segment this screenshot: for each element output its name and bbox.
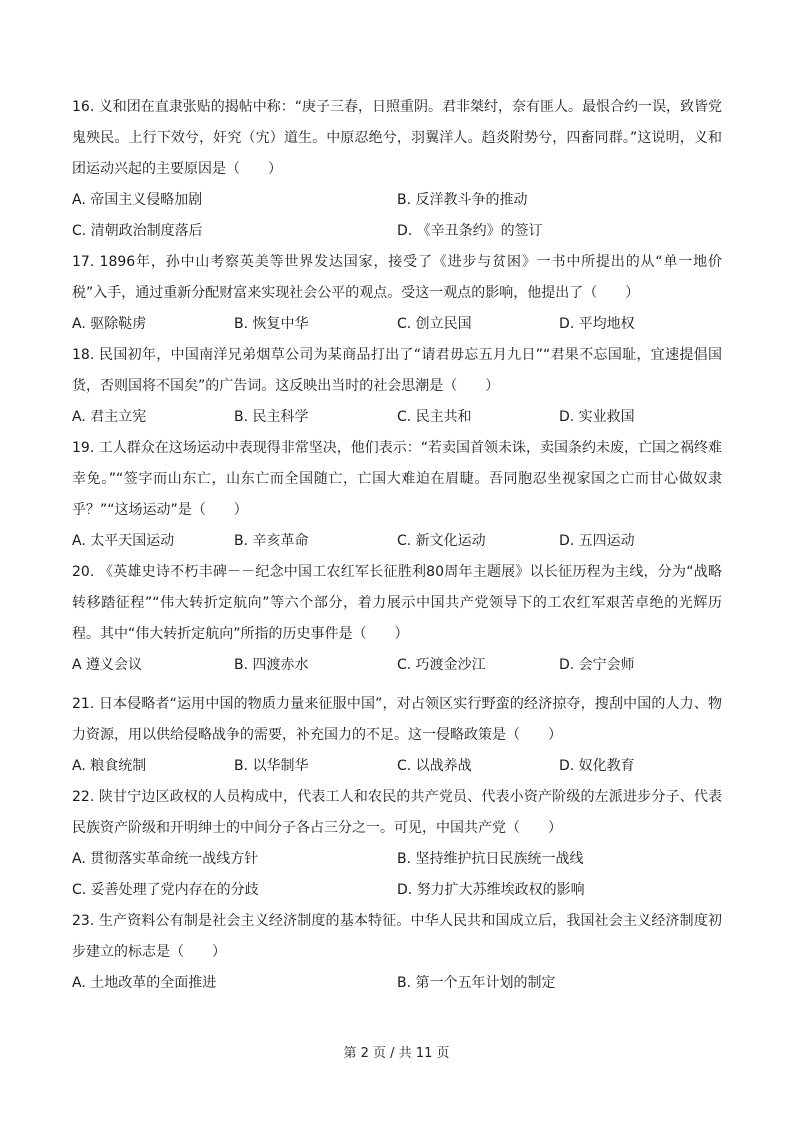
option-c[interactable]: C. 以战养战 <box>397 758 472 774</box>
option-a[interactable]: A. 粮食统制 <box>72 758 147 774</box>
spacer <box>72 681 722 689</box>
question-stem: 22. 陕甘宁边区政权的人员构成中，代表工人和农民的共产党员、代表小资产阶级的左派进步分子、代表民族资产阶级和开明绅士的中间分子各占三分之一。可见，中国共产党（ ） <box>72 789 722 836</box>
options <box>72 185 722 247</box>
question-stem: 19. 工人群众在这场运动中表现得非常坚决，他们表示：“若卖国首领未诛，卖国条约未废，亡国之祸终难幸免。”“签字而山东亡，山东亡而全国随亡，亡国大难迫在眉睫。吾同胞忍坐视家国之亡而甘心做奴隶乎？”“这场运动”是（ ） <box>72 440 722 518</box>
question-22 <box>72 782 722 906</box>
question-21 <box>72 689 722 782</box>
option-a[interactable]: A. 土地改革的全面推进 <box>72 975 217 991</box>
option-d[interactable]: D. 奴化教育 <box>559 758 635 774</box>
options <box>72 968 722 999</box>
option-a[interactable]: A. 贯彻落实革命统一战线方针 <box>72 851 259 867</box>
question-stem: 17. 1896年，孙中山考察英美等世界发达国家，接受了《进步与贫困》一书中所提出的从“单一地价税”入手，通过重新分配财富来实现社会公平的观点。受这一观点的影响，他提出了（ ） <box>72 254 722 301</box>
question-stem: 18. 民国初年，中国南洋兄弟烟草公司为某商品打出了“请君毋忘五月九日”“君果不忘国耻，宜速提倡国货，否则国将不国矣”的广告词。这反映出当时的社会思潮是（ ） <box>72 347 722 394</box>
options <box>72 526 722 557</box>
option-b[interactable]: B. 恢复中华 <box>234 316 309 332</box>
option-b[interactable]: B. 民主科学 <box>234 409 309 425</box>
question-stem: 16. 义和团在直隶张贴的揭帖中称：“庚子三春，日照重阴。君非桀纣，奈有匪人。最恨合约一误，致皆党鬼殃民。上行下效兮，奸究（宄）道生。中原忍绝兮，羽翼洋人。趋炎附势兮，四畜同群。”这说明，义和团运动兴起的主要原因是（ ） <box>72 99 722 177</box>
question-list <box>72 92 722 999</box>
question-stem: 21. 日本侵略者“运用中国的物质力量来征服中国”，对占领区实行野蛮的经济掠夺，搜刮中国的人力、物力资源，用以供给侵略战争的需要，补充国力的不足。这一侵略政策是（ ） <box>72 696 722 743</box>
option-c[interactable]: C. 新文化运动 <box>397 533 486 549</box>
question-23 <box>72 906 722 999</box>
option-b[interactable]: B. 辛亥革命 <box>234 533 309 549</box>
option-d[interactable]: D. 会宁会师 <box>559 657 635 673</box>
options <box>72 751 722 782</box>
option-c[interactable]: C. 创立民国 <box>397 316 472 332</box>
option-c[interactable]: C. 民主共和 <box>397 409 472 425</box>
options <box>72 402 722 433</box>
option-a[interactable]: A 遵义会议 <box>72 657 143 673</box>
option-a[interactable]: A. 帝国主义侵略加剧 <box>72 192 203 208</box>
options <box>72 309 722 340</box>
option-b[interactable]: B. 反洋教斗争的推动 <box>397 192 528 208</box>
option-c[interactable]: C. 巧渡金沙江 <box>397 657 486 673</box>
options <box>72 844 722 906</box>
option-d[interactable]: D. 实业救国 <box>559 409 635 425</box>
option-c[interactable]: C. 妥善处理了党内存在的分歧 <box>72 882 259 898</box>
page-number: 第 2 页 / 共 11 页 <box>343 1046 450 1061</box>
option-b[interactable]: B. 以华制华 <box>234 758 309 774</box>
option-d[interactable]: D. 五四运动 <box>559 533 635 549</box>
option-c[interactable]: C. 清朝政治制度落后 <box>72 223 203 239</box>
option-b[interactable]: B. 第一个五年计划的制定 <box>397 975 556 991</box>
option-d[interactable]: D. 平均地权 <box>559 316 635 332</box>
option-a[interactable]: A. 驱除鞑虏 <box>72 316 147 332</box>
question-18 <box>72 340 722 433</box>
question-19 <box>72 433 722 557</box>
option-a[interactable]: A. 太平天国运动 <box>72 533 175 549</box>
option-d[interactable]: D. 《辛丑条约》的签订 <box>397 223 543 239</box>
option-b[interactable]: B. 四渡赤水 <box>234 657 309 673</box>
option-a[interactable]: A. 君主立宪 <box>72 409 147 425</box>
options <box>72 650 722 681</box>
question-stem: 20. 《英雄史诗不朽丰碑－－纪念中国工农红军长征胜利80周年主题展》以长征历程为主线，分为“战略转移踏征程”“伟大转折定航向”等六个部分，着力展示中国共产党领导下的工农红军艰苦卓绝的光辉历程。其中“伟大转折定航向”所指的历史事件是（ ） <box>72 564 722 642</box>
option-b[interactable]: B. 坚持维护抗日民族统一战线 <box>397 851 584 867</box>
question-17 <box>72 247 722 340</box>
question-16 <box>72 92 722 247</box>
option-d[interactable]: D. 努力扩大苏维埃政权的影响 <box>397 882 585 898</box>
question-20 <box>72 557 722 681</box>
question-stem: 23. 生产资料公有制是社会主义经济制度的基本特征。中华人民共和国成立后，我国社会主义经济制度初步建立的标志是（ ） <box>72 913 722 960</box>
